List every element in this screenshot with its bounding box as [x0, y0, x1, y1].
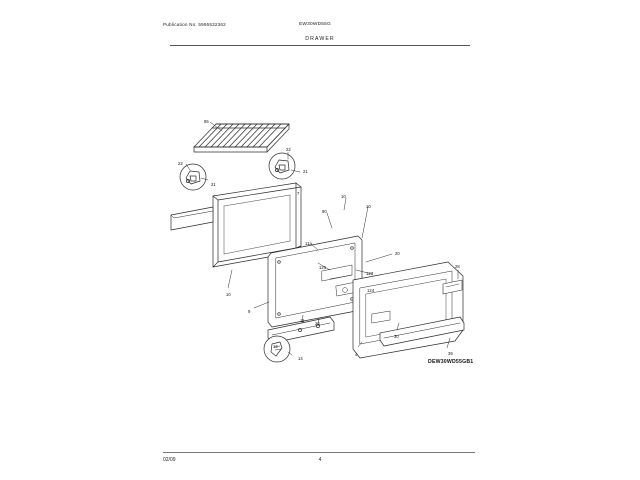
callout-number: 10 [226, 292, 231, 297]
callout-number: 22 [178, 161, 183, 166]
callout-number: 30 [394, 334, 399, 339]
callout-number: 124 [367, 288, 375, 293]
callout-number: 21 [303, 169, 308, 174]
outer-door-panel [353, 262, 464, 358]
footer-page-number: 4 [318, 457, 322, 463]
callout-number: 9 [248, 309, 251, 314]
callout-number: 7 [297, 191, 300, 196]
callout-number: 28 [455, 264, 460, 269]
callout-number: 123 [366, 271, 374, 276]
page-title: DRAWER [305, 36, 335, 42]
publication-number: Publication No. 5995532362 [163, 22, 226, 27]
callout-number: 90 [322, 209, 327, 214]
bracket-detail-left [180, 164, 206, 190]
model-number: EW30WD55G [299, 22, 331, 27]
callout-number: 14 [298, 356, 303, 361]
callout-number: 12 [273, 344, 278, 349]
footer-date: 02/09 [163, 457, 176, 463]
callout-number: 125 [319, 265, 327, 270]
callout-number: 85 [204, 119, 209, 124]
callout-number: 10 [341, 194, 346, 199]
bracket-detail-right [269, 153, 295, 179]
footer-divider [163, 452, 475, 453]
callout-number: 21 [211, 182, 216, 187]
callout-number: 20 [395, 251, 400, 256]
callout-number: 39 [448, 351, 453, 356]
callout-number: 11 [300, 318, 305, 323]
diagram-id-label: DEW30WD55GB1 [428, 359, 474, 365]
callout-number: 22 [286, 147, 291, 152]
callout-number: 26 [315, 321, 320, 326]
rack-assembly [194, 124, 289, 152]
callout-number: 11a [305, 241, 312, 246]
callout-number: 10 [366, 204, 371, 209]
callout-number: 4 [355, 352, 358, 357]
screw-detail [264, 336, 290, 362]
